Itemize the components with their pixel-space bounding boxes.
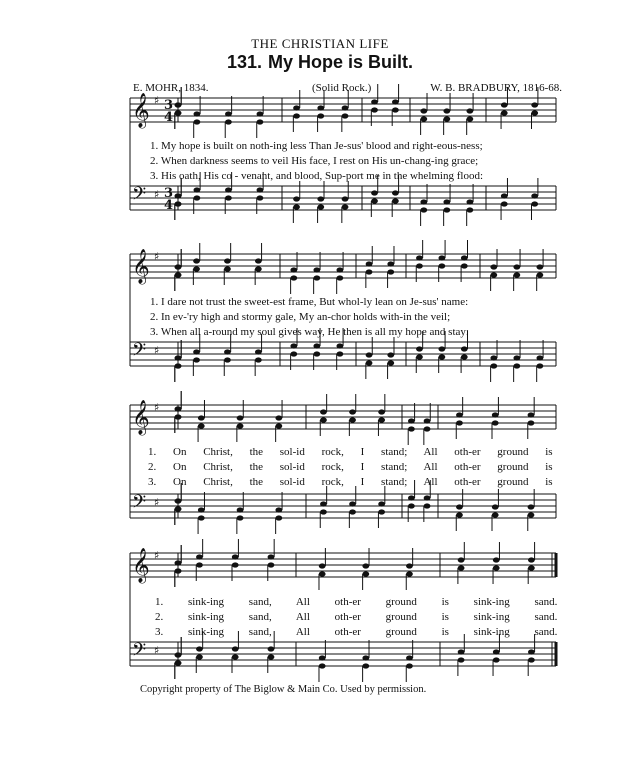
sharp-icon: ♯ — [154, 401, 160, 414]
verse-text: sink-ing sand, All oth-er ground is sink-ing sand. — [188, 626, 558, 638]
verse-text: My hope is built on noth-ing less Than Je-sus' blood and right-eous-ness; — [161, 140, 483, 152]
verse-text: His oath, His co - venant, and blood, Sup-port me in the whelming flood: — [161, 170, 484, 182]
note-head — [175, 272, 182, 277]
lyric-line — [155, 611, 557, 623]
note-head — [193, 349, 200, 354]
note-head — [232, 562, 239, 567]
lyric-line — [150, 311, 450, 323]
verse-number: 1. — [148, 446, 157, 458]
note-head — [336, 267, 343, 272]
note-head — [342, 196, 349, 201]
verse-text: When darkness seems to veil His face, I rest on His un-chang-ing grace; — [160, 155, 479, 167]
verse-number: 3. — [155, 626, 164, 638]
words-credit: E. MOHR, 1834. — [133, 82, 209, 94]
note-head — [443, 199, 450, 204]
sharp-icon: ♯ — [154, 549, 160, 562]
note-head — [490, 363, 497, 368]
section-title: THE CHRISTIAN LIFE — [251, 36, 389, 51]
note-head — [196, 646, 203, 651]
note-head — [175, 652, 182, 657]
note-head — [255, 357, 262, 362]
note-head — [268, 646, 275, 651]
note-head — [366, 352, 373, 357]
verse-number: 2. — [150, 311, 159, 323]
note-head — [232, 646, 239, 651]
note-head — [458, 649, 465, 654]
note-head — [528, 657, 535, 662]
note-head — [225, 119, 232, 124]
note-head — [461, 255, 468, 260]
note-head — [528, 565, 535, 570]
note-head — [378, 509, 385, 514]
note-head — [378, 409, 385, 414]
note-head — [362, 663, 369, 668]
bass-clef-icon: 𝄢 — [132, 640, 147, 665]
note-head — [290, 267, 297, 272]
note-head — [257, 195, 264, 200]
note-head — [466, 199, 473, 204]
lyric-line — [148, 446, 553, 458]
treble-clef-icon: 𝄞 — [132, 548, 150, 583]
note-head — [257, 111, 264, 116]
note-head — [406, 655, 413, 660]
note-head — [424, 426, 431, 431]
note-head — [293, 113, 300, 118]
lyric-line — [155, 626, 557, 638]
note-head — [406, 563, 413, 568]
note-head — [406, 571, 413, 576]
note-head — [175, 102, 182, 107]
note-head — [536, 264, 543, 269]
note-head — [237, 515, 244, 520]
note-head — [362, 655, 369, 660]
note-head — [193, 258, 200, 263]
note-head — [293, 204, 300, 209]
note-head — [225, 111, 232, 116]
note-head — [490, 272, 497, 277]
note-head — [424, 495, 431, 500]
verse-number: 3. — [150, 170, 159, 182]
bass-clef-icon: 𝄢 — [132, 340, 147, 365]
note-head — [275, 507, 282, 512]
note-head — [438, 346, 445, 351]
note-head — [224, 349, 231, 354]
sharp-icon: ♯ — [154, 644, 160, 657]
bass-clef-icon: 𝄢 — [132, 184, 147, 209]
note-head — [319, 655, 326, 660]
note-head — [420, 199, 427, 204]
note-head — [420, 108, 427, 113]
note-head — [531, 193, 538, 198]
verse-number: 1. — [150, 296, 159, 308]
note-head — [362, 563, 369, 568]
note-head — [290, 351, 297, 356]
verse-text: I dare not trust the sweet-est frame, But whol-ly lean on Je-sus' name: — [161, 296, 469, 308]
note-head — [194, 119, 201, 124]
note-head — [392, 107, 399, 112]
note-head — [349, 509, 356, 514]
note-head — [317, 204, 324, 209]
lyric-line — [150, 296, 468, 308]
note-head — [336, 343, 343, 348]
note-head — [349, 409, 356, 414]
verse-text: sink-ing sand, All oth-er ground is sink-ing sand. — [188, 611, 558, 623]
note-head — [313, 351, 320, 356]
note-head — [193, 266, 200, 271]
lyric-line — [155, 596, 557, 608]
sharp-icon: ♯ — [154, 94, 160, 107]
note-head — [528, 420, 535, 425]
note-head — [408, 495, 415, 500]
note-head — [416, 354, 423, 359]
note-head — [408, 426, 415, 431]
lyric-line — [148, 461, 553, 473]
note-head — [438, 255, 445, 260]
lyric-line — [150, 170, 483, 182]
note-head — [493, 557, 500, 562]
note-head — [371, 99, 378, 104]
note-head — [175, 660, 182, 665]
note-head — [319, 663, 326, 668]
time-signature-top: 3 — [164, 186, 174, 201]
note-head — [198, 507, 205, 512]
note-head — [531, 110, 538, 115]
note-head — [175, 201, 182, 206]
note-head — [492, 412, 499, 417]
note-head — [466, 108, 473, 113]
note-head — [408, 503, 415, 508]
note-head — [313, 275, 320, 280]
tune-name: (Solid Rock.) — [312, 82, 372, 94]
note-head — [198, 423, 205, 428]
note-head — [317, 196, 324, 201]
note-head — [458, 565, 465, 570]
note-head — [438, 354, 445, 359]
note-head — [490, 355, 497, 360]
note-head — [175, 498, 182, 503]
note-head — [175, 506, 182, 511]
note-head — [513, 264, 520, 269]
note-head — [531, 102, 538, 107]
lyric-line — [150, 140, 483, 152]
note-head — [424, 418, 431, 423]
bass-clef-icon: 𝄢 — [132, 492, 147, 517]
note-head — [366, 269, 373, 274]
note-head — [293, 105, 300, 110]
note-head — [416, 255, 423, 260]
note-head — [320, 409, 327, 414]
verse-number: 3. — [150, 326, 159, 338]
note-head — [387, 352, 394, 357]
treble-clef-icon: 𝄞 — [132, 400, 150, 435]
note-head — [461, 354, 468, 359]
verse-number: 2. — [148, 461, 157, 473]
note-head — [257, 119, 264, 124]
note-head — [175, 110, 182, 115]
verse-text: On Christ, the sol-id rock, I stand; All oth-er ground is — [173, 461, 553, 473]
lyric-line — [148, 476, 553, 488]
note-head — [237, 507, 244, 512]
note-head — [378, 417, 385, 422]
note-head — [466, 207, 473, 212]
note-head — [342, 113, 349, 118]
note-head — [194, 187, 201, 192]
note-head — [225, 195, 232, 200]
verse-text: In ev-'ry high and stormy gale, My an-chor holds with-in the veil; — [161, 311, 451, 323]
note-head — [387, 261, 394, 266]
note-head — [336, 351, 343, 356]
treble-clef-icon: 𝄞 — [132, 93, 150, 128]
note-head — [175, 264, 182, 269]
note-head — [493, 657, 500, 662]
copyright-notice: Copyright property of The Biglow & Main Co. Used by permission. — [140, 684, 427, 695]
note-head — [175, 193, 182, 198]
note-head — [392, 99, 399, 104]
note-head — [194, 111, 201, 116]
sharp-icon: ♯ — [154, 250, 160, 263]
note-head — [501, 110, 508, 115]
note-head — [536, 363, 543, 368]
note-head — [531, 201, 538, 206]
note-head — [424, 503, 431, 508]
note-head — [237, 415, 244, 420]
note-head — [528, 649, 535, 654]
note-head — [371, 107, 378, 112]
note-head — [175, 560, 182, 565]
note-head — [456, 420, 463, 425]
verse-text: On Christ, the sol-id rock, I stand; All oth-er ground is — [173, 476, 553, 488]
note-head — [319, 571, 326, 576]
note-head — [268, 554, 275, 559]
treble-clef-icon: 𝄞 — [132, 249, 150, 284]
hymn-name: My Hope is Built. — [268, 52, 414, 72]
time-signature-bottom: 4 — [164, 198, 174, 213]
note-head — [371, 190, 378, 195]
note-head — [257, 187, 264, 192]
note-head — [268, 562, 275, 567]
note-head — [536, 355, 543, 360]
note-head — [416, 346, 423, 351]
note-head — [275, 515, 282, 520]
note-head — [320, 509, 327, 514]
note-head — [366, 360, 373, 365]
note-head — [513, 355, 520, 360]
note-head — [492, 512, 499, 517]
verse-text: When all a-round my soul gives way, He then is all my hope and stay: — [160, 326, 469, 338]
note-head — [193, 357, 200, 362]
note-head — [275, 415, 282, 420]
note-head — [194, 195, 201, 200]
note-head — [268, 654, 275, 659]
note-head — [416, 263, 423, 268]
note-head — [456, 504, 463, 509]
note-head — [492, 504, 499, 509]
verse-number: 3. — [148, 476, 157, 488]
note-head — [275, 423, 282, 428]
note-head — [493, 649, 500, 654]
note-head — [501, 201, 508, 206]
note-head — [290, 275, 297, 280]
note-head — [175, 355, 182, 360]
note-head — [224, 357, 231, 362]
note-head — [406, 663, 413, 668]
note-head — [313, 343, 320, 348]
note-head — [342, 105, 349, 110]
hymn-number: 131. — [226, 52, 263, 72]
verse-number: 1. — [150, 140, 159, 152]
note-head — [420, 116, 427, 121]
lyric-line — [150, 326, 469, 338]
note-head — [501, 193, 508, 198]
note-head — [349, 417, 356, 422]
note-head — [232, 554, 239, 559]
note-head — [320, 501, 327, 506]
note-head — [461, 346, 468, 351]
note-head — [371, 198, 378, 203]
sharp-icon: ♯ — [154, 496, 160, 509]
sharp-icon: ♯ — [154, 344, 160, 357]
verse-text: On Christ, the sol-id rock, I stand; All oth-er ground is — [173, 446, 553, 458]
note-head — [513, 272, 520, 277]
verse-text: sink-ing sand, All oth-er ground is sink-ing sand. — [188, 596, 558, 608]
note-head — [493, 565, 500, 570]
note-head — [528, 412, 535, 417]
note-head — [237, 423, 244, 428]
note-head — [313, 267, 320, 272]
note-head — [198, 515, 205, 520]
note-head — [175, 406, 182, 411]
note-head — [443, 207, 450, 212]
verse-number: 2. — [155, 611, 164, 623]
note-head — [196, 554, 203, 559]
note-head — [336, 275, 343, 280]
note-head — [461, 263, 468, 268]
note-head — [456, 512, 463, 517]
note-head — [387, 269, 394, 274]
note-head — [528, 504, 535, 509]
note-head — [378, 501, 385, 506]
note-head — [224, 258, 231, 263]
note-head — [290, 343, 297, 348]
note-head — [198, 415, 205, 420]
note-head — [196, 562, 203, 567]
note-head — [175, 363, 182, 368]
note-head — [317, 113, 324, 118]
note-head — [513, 363, 520, 368]
note-head — [349, 501, 356, 506]
note-head — [438, 263, 445, 268]
note-head — [528, 512, 535, 517]
note-head — [175, 568, 182, 573]
note-head — [443, 116, 450, 121]
note-head — [319, 563, 326, 568]
note-head — [420, 207, 427, 212]
note-head — [528, 557, 535, 562]
note-head — [456, 412, 463, 417]
music-credit: W. B. BRADBURY, 1816-68. — [430, 82, 562, 94]
note-head — [490, 264, 497, 269]
verse-number: 1. — [155, 596, 164, 608]
note-head — [342, 204, 349, 209]
time-signature-top: 3 — [164, 98, 174, 113]
note-head — [501, 102, 508, 107]
note-head — [255, 266, 262, 271]
note-head — [196, 654, 203, 659]
note-head — [492, 420, 499, 425]
note-head — [175, 414, 182, 419]
note-head — [320, 417, 327, 422]
note-head — [458, 657, 465, 662]
note-head — [536, 272, 543, 277]
note-head — [224, 266, 231, 271]
note-head — [255, 349, 262, 354]
note-head — [458, 557, 465, 562]
sharp-icon: ♯ — [154, 188, 160, 201]
note-head — [392, 198, 399, 203]
note-head — [293, 196, 300, 201]
note-head — [317, 105, 324, 110]
note-head — [362, 571, 369, 576]
note-head — [408, 418, 415, 423]
note-head — [387, 360, 394, 365]
note-head — [466, 116, 473, 121]
time-signature-bottom: 4 — [164, 110, 174, 125]
note-head — [392, 190, 399, 195]
lyric-line — [150, 155, 478, 167]
note-head — [443, 108, 450, 113]
note-head — [366, 261, 373, 266]
verse-number: 2. — [150, 155, 159, 167]
note-head — [225, 187, 232, 192]
note-head — [255, 258, 262, 263]
note-head — [232, 654, 239, 659]
